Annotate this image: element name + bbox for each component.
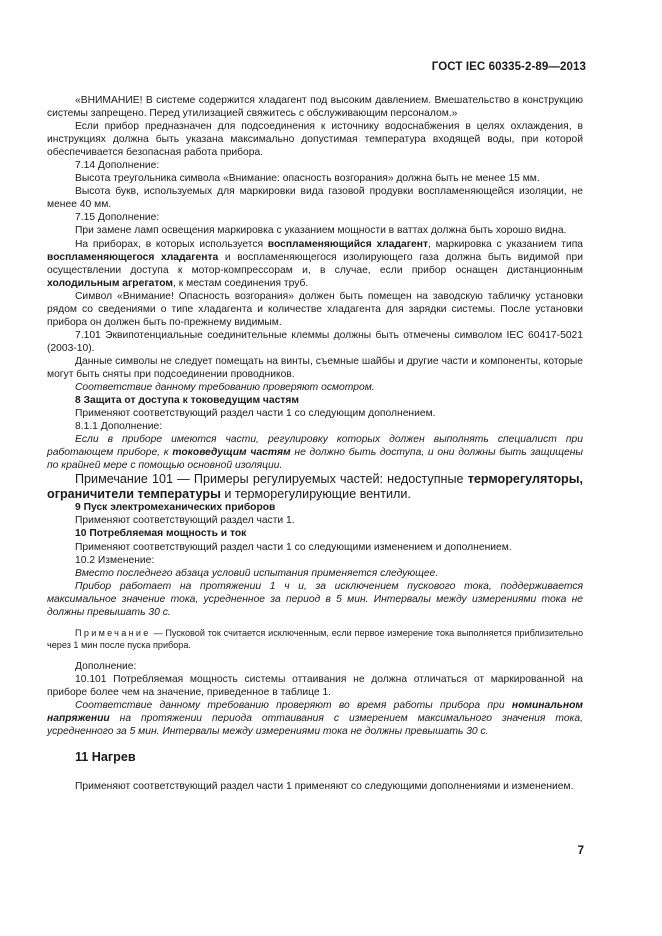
compliance-inspection-paragraph — [47, 381, 583, 394]
defrost-compliance-paragraph — [47, 699, 583, 738]
clause-8-1-1-label: 8.1.1 Дополнение: — [75, 421, 163, 433]
standard-header: ГОСТ IEC 60335-2-89—2013 — [431, 61, 586, 73]
lamp-marking-paragraph: При замене ламп освещения маркировка с указанием мощности в ваттах должна быть хорошо видна. — [75, 225, 567, 237]
clause-7-15-label: 7.15 Дополнение: — [75, 212, 160, 224]
heading-text: 10 Потребляемая мощность и ток — [75, 528, 247, 540]
section-11-heading: 11 Нагрев — [75, 749, 136, 764]
clause-10-101-paragraph: 10.101 Потребляемая мощность системы оттаивания не должна отличаться от маркированной на приборе более чем на значение, приведенное в таблице 1. — [47, 673, 583, 698]
text-run: не должно быть доступа, и они должны быть защищены по крайней мере с помощью основной изоляции. — [47, 447, 584, 472]
clause-7-14-label: 7.14 Дополнение: — [75, 160, 160, 172]
term-rated-voltage: номинальном напряжении — [47, 699, 583, 724]
symbol-placement-paragraph: Символ «Внимание! Опасность возгорания» должен быть помещен на заводскую табличку установки рядом со сведениями о типе хладагента и количестве хладагента для зарядки системы. После установки прибора он должен быть по-прежнему видимым. — [47, 290, 583, 328]
water-supply-paragraph: Если прибор предназначен для подсоединения к источнику водоснабжения в целях охлаждения, в инструкциях должна быть указана максимально допустимая температура входящей воды, при которой обеспечивается безопасная работа прибора. — [47, 121, 583, 159]
section-10-heading — [47, 527, 583, 540]
heading-text: 8 Защита от доступа к токоведущим частям — [75, 395, 300, 407]
section-10-applies-paragraph: Применяют соответствующий раздел части 1 со следующими изменением и дополнением. — [75, 541, 512, 553]
italic-text: Вместо последнего абзаца условий испытания применяется следующее. — [75, 567, 439, 579]
italic-text — [47, 434, 583, 471]
heading-text: 9 Пуск электромеханических приборов — [75, 502, 276, 514]
italic-text — [47, 700, 583, 737]
text-run: На приборах, в которых используется — [75, 238, 268, 250]
letter-height-paragraph: Высота букв, используемых для маркировки вида газовой продувки воспламеняющейся изоляции, не менее 40 мм. — [47, 186, 583, 211]
starting-current-note — [47, 627, 583, 652]
warning-paragraph: «ВНИМАНИЕ! В системе содержится хладагент под высоким давлением. Вмешательство в конструкцию системы запрещено. Перед утилизацией свяжитесь с обслуживающим персоналом.» — [47, 95, 583, 120]
section-8-heading — [47, 394, 583, 407]
term-thermostats-limiters: терморегуляторы, ограничители температуры — [47, 472, 583, 501]
section-8-applies-paragraph: Применяют соответствующий раздел части 1 со следующим дополнением. — [75, 408, 436, 420]
refrigerant-marking-paragraph — [47, 238, 583, 290]
note-text: — Пусковой ток считается исключенным, если первое измерение тока выполняется приблизительно через 1 мин после пуска прибора. — [47, 627, 583, 651]
text-run: на протяжении периода оттаивания с измерением максимального значения тока, усредненного за 5 мин. Интервалы между измерениями тока не должны превышать 30 с. — [47, 712, 583, 737]
section-9-applies-paragraph: Применяют соответствующий раздел части 1. — [75, 515, 295, 527]
triangle-height-paragraph: Высота треугольника символа «Внимание: опасность возгорания» должна быть не менее 15 мм. — [75, 173, 540, 185]
term-live-parts: токоведущим частям — [172, 447, 291, 459]
text-run: , к местам соединения труб. — [173, 277, 309, 289]
term-flammable-refrigerant: воспламеняющийся хладагент — [267, 238, 429, 250]
page-number: 7 — [577, 845, 584, 857]
adjustable-parts-paragraph — [47, 433, 583, 472]
italic-text: Соответствие данному требованию проверяют осмотром. — [75, 382, 375, 394]
term-refrigerating-unit: холодильным агрегатом — [47, 277, 174, 289]
operation-duration-paragraph — [47, 580, 583, 619]
section-9-heading — [47, 501, 583, 514]
term-flammable-refrigerant-type: воспламеняющегося хладагента — [47, 251, 219, 263]
section-11-applies-paragraph: Применяют соответствующий раздел части 1 применяют со следующими дополнениями и изменением. — [75, 780, 574, 792]
text-run: и терморегулирующие вентили. — [220, 486, 411, 501]
addition-label: Дополнение: — [75, 660, 137, 672]
text-run: Если в приборе имеются части, регулировку которых должен выполнять специалист при работающем приборе, к — [47, 434, 583, 459]
note-101-paragraph — [47, 472, 583, 501]
text-run: Соответствие данному требованию проверяют во время работы прибора при — [75, 699, 512, 711]
italic-text: Прибор работает на протяжении 1 ч и, за исключением пускового тока, поддерживается максимальное значение тока, усредненное за период в 5 мин. Интервалы между измерениями тока не должны превышать 30 с. — [47, 580, 583, 618]
text-run: Примечание 101 — Примеры регулируемых частей: недоступные — [75, 472, 468, 487]
clause-7-101-paragraph: 7.101 Эквипотенциальные соединительные клеммы должны быть отмечены символом IEC 60417-5021 (2003-10). — [47, 329, 583, 354]
text-run: , маркировка с указанием типа — [428, 238, 584, 250]
note-label: Примечание — [75, 627, 151, 638]
test-conditions-paragraph — [47, 567, 583, 580]
page-content — [47, 94, 583, 793]
clause-10-2-label: 10.2 Изменение: — [75, 554, 155, 566]
symbol-screws-paragraph: Данные символы не следует помещать на винты, съемные шайбы и другие части и компоненты, которые могут быть сняты при подсоединении проводников. — [47, 355, 583, 380]
text-run: и воспламеняющегося изолирующего газа должна быть видимой при осуществлении доступа к мотор-компрессорам и, в случае, если прибор оснащен дистанционным — [47, 251, 583, 276]
